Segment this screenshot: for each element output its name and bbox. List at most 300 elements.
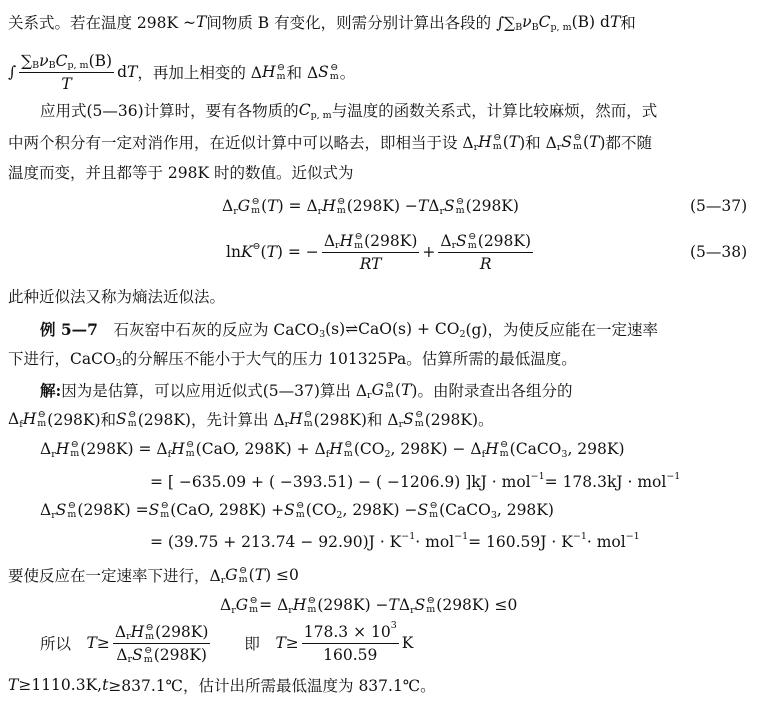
text-line [8, 160, 354, 184]
text-run: 。 [339, 64, 356, 82]
text-run: Δ [440, 231, 452, 250]
numerator [19, 50, 114, 73]
text-run: (CaCO [509, 440, 562, 458]
standard-mark: ⊖ [144, 644, 153, 656]
subscript: r [233, 205, 238, 217]
text-run: ( [248, 566, 255, 584]
fraction [113, 621, 211, 666]
standard-state-symbol [354, 232, 363, 250]
math-variable: G [225, 566, 238, 584]
text-run: = Δ [259, 596, 289, 614]
standard-mark: ⊖ [426, 595, 435, 606]
standard-mark: ⊖ [456, 196, 465, 207]
standard-state-symbol [307, 596, 316, 614]
standard-state-symbol [500, 440, 509, 458]
math-variable: T [196, 13, 207, 31]
superscript: 3 [390, 620, 397, 631]
text-run: , 298K) − [342, 501, 418, 519]
text-run: = 178.3kJ · mol [544, 473, 667, 491]
text-run: · mol [415, 533, 455, 551]
math-variable: S [403, 410, 414, 428]
math-variable: T [609, 13, 621, 31]
math-variable: S [444, 197, 455, 215]
molar-mark: m [143, 653, 153, 665]
text-run: · mol [586, 533, 626, 551]
text-run: ( [261, 197, 268, 215]
subscript: f [325, 448, 330, 460]
molar-mark: m [249, 604, 259, 615]
denominator [358, 253, 384, 275]
text-run: (298K) ≤0 [436, 596, 518, 614]
standard-mark: ⊖ [330, 62, 339, 73]
standard-mark: ⊖ [344, 439, 353, 450]
math-variable: S [284, 501, 295, 519]
math-variable: t [102, 676, 109, 694]
text-run: 因为是估算，可以应用近似式(5—37)算出 Δ [61, 382, 368, 400]
text-line [8, 10, 636, 34]
fraction [19, 50, 114, 95]
standard-state-symbol [67, 501, 76, 519]
standard-state-symbol [456, 197, 465, 215]
subscript: r [288, 604, 293, 616]
text-run: ( [582, 133, 590, 151]
subscript: B [531, 21, 539, 33]
text-run: (s)⇌CaO(s) + CO [325, 320, 460, 338]
math-variable: T [275, 634, 286, 652]
text-run: ln [226, 243, 241, 261]
subscript: f [481, 448, 486, 460]
subscript: r [556, 141, 562, 153]
standard-state-symbol [296, 501, 305, 519]
text-run: K [401, 634, 414, 652]
text-run: Δ [220, 596, 232, 614]
fraction [438, 230, 533, 275]
text-run: ) = − [276, 243, 319, 261]
math-variable: T [86, 634, 97, 652]
standard-state-symbol [144, 646, 153, 664]
text-line [150, 530, 640, 554]
molar-mark: m [467, 239, 477, 251]
molar-mark: m [251, 205, 261, 216]
fraction [322, 230, 420, 275]
molar-mark: m [37, 418, 47, 429]
text-run: (B) d [571, 13, 610, 31]
text-run: )都不随 [599, 134, 652, 152]
standard-mark: ⊖ [429, 500, 438, 511]
text-run: ≥837.1℃，估计出所需最低温度为 837.1℃。 [108, 677, 436, 695]
standard-state-symbol [415, 410, 424, 428]
standard-mark: ⊖ [307, 595, 316, 606]
subscript: r [220, 574, 226, 586]
text-run: (298K)。 [424, 411, 494, 429]
text-run: 与温度的函数关系式，计算比较麻烦，然而，式 [331, 102, 658, 120]
text-run: ∑ [21, 51, 33, 70]
text-run: (CO [305, 501, 337, 519]
standard-mark: ⊖ [354, 230, 363, 242]
math-variable: T [8, 676, 19, 694]
subscript: r [439, 205, 445, 217]
text-run: Δ [398, 596, 411, 614]
text-run: 178.3 × 10 [303, 622, 391, 641]
math-variable: S [417, 501, 429, 519]
standard-mark: ⊖ [573, 132, 582, 143]
molar-mark: m [307, 604, 317, 615]
text-run: ，再加上相变的 Δ [137, 64, 262, 82]
math-variable: RT [359, 254, 382, 273]
math-variable: T [401, 381, 412, 399]
text-run: = (39.75 + 213.74 − 92.90)J · K [150, 533, 402, 551]
standard-state-symbol [160, 501, 169, 519]
text-line [8, 51, 356, 93]
text-run: ∫ [8, 63, 17, 81]
denominator [321, 644, 379, 666]
molar-mark: m [295, 509, 305, 520]
text-run: ≥1110.3K, [18, 676, 103, 694]
molar-mark: m [572, 141, 582, 152]
standard-state-symbol [249, 596, 258, 614]
standard-mark: ⊖ [251, 196, 260, 207]
subscript: B [48, 60, 56, 71]
subscript: 3 [115, 357, 122, 369]
text-run: 所以 [40, 635, 87, 653]
equation-number: (5—38) [690, 243, 748, 261]
superscript: −1 [625, 530, 640, 542]
text-run: 关系式。若在温度 298K ~ [8, 14, 197, 32]
molar-mark: m [303, 418, 313, 429]
superscript: −1 [454, 530, 469, 542]
subscript: r [473, 141, 479, 153]
standard-state-symbol [145, 623, 154, 641]
subscript: r [335, 240, 340, 251]
standard-state-symbol [277, 63, 286, 81]
math-variable: G [235, 596, 249, 614]
subscript: r [231, 604, 236, 616]
molar-mark: m [384, 389, 394, 400]
math-variable: T [388, 596, 399, 614]
math-variable: C [298, 101, 311, 119]
standard-mark: ⊖ [160, 500, 169, 511]
math-variable: H [289, 410, 303, 428]
molar-mark: m [336, 205, 346, 216]
superscript: −1 [401, 530, 416, 542]
text-line [8, 407, 494, 431]
math-variable: ν [522, 13, 532, 31]
text-run: (298K) − [317, 596, 389, 614]
numerator [322, 230, 420, 253]
text-run: 应用式(5—36)计算时，要有各物质的 [40, 102, 299, 120]
subscript: r [284, 418, 290, 430]
math-variable: S [55, 501, 67, 519]
subscript: 3 [490, 509, 497, 521]
standard-mark: ⊖ [186, 439, 195, 450]
math-variable: T [267, 197, 278, 215]
text-run: = [ −635.09 + ( −393.51) − ( −1206.9) ]kJ · mol [150, 473, 531, 491]
numerator [438, 230, 533, 253]
text-run: (298K) [477, 231, 532, 250]
subscript: r [398, 418, 404, 430]
math-variable: S [148, 501, 160, 519]
standard-state-symbol [304, 410, 313, 428]
subscript: 2 [336, 509, 343, 521]
text-run: ) = Δ [277, 197, 318, 215]
subscript: r [51, 509, 56, 521]
text-run: ( [502, 133, 509, 151]
text-line [40, 437, 625, 461]
math-variable: S [318, 63, 329, 81]
text-run: Δ [40, 501, 52, 519]
math-variable: H [22, 410, 37, 428]
text-run: Δ [116, 645, 128, 664]
math-variable: T [254, 566, 266, 584]
text-run: Δ [40, 440, 52, 458]
subscript: r [410, 604, 415, 616]
text-run: 中两个积分有一定对消作用，在近似计算中可以略去，即相当于设 Δ [8, 134, 474, 152]
math-variable: T [266, 243, 277, 261]
math-variable: H [485, 440, 499, 458]
standard-state-symbol [344, 440, 353, 458]
standard-mark: ⊖ [70, 439, 79, 450]
standard-mark: ⊖ [468, 230, 477, 242]
text-line [40, 498, 554, 522]
text-run: (298K) [153, 645, 207, 664]
text-run: (298K) = Δ [80, 440, 168, 458]
text-run: (CO [353, 440, 385, 458]
molar-mark: m [160, 509, 170, 520]
standard-mark: ⊖ [249, 595, 258, 606]
text-run: (298K) − [346, 197, 418, 215]
math-variable: H [130, 622, 145, 641]
math-variable: T [417, 197, 429, 215]
text-run: ≥ [96, 634, 110, 652]
subscript: r [367, 389, 372, 401]
math-variable: C [55, 51, 68, 70]
math-variable: H [261, 63, 276, 81]
text-line [8, 284, 225, 308]
math-variable: S [414, 596, 426, 614]
text-line [40, 378, 572, 402]
superscript: −1 [572, 530, 587, 542]
molar-mark: m [429, 509, 439, 520]
standard-state-symbol [429, 501, 438, 519]
text-run: (298K)和 Δ [313, 411, 399, 429]
standard-state-symbol [337, 197, 346, 215]
standard-mark: ⊖ [415, 409, 424, 420]
text-run: , 298K) [567, 440, 625, 458]
math-variable: H [329, 440, 343, 458]
bold-label: 例 5—7 [40, 320, 98, 339]
molar-mark: m [499, 448, 509, 459]
text-run: = 160.59J · K [468, 533, 573, 551]
text-run: 温度而变，并且都等于 298K 时的数值。近似式为 [8, 164, 354, 182]
text-run: (298K)和 [47, 411, 117, 429]
text-run: 此种近似法又称为熵法近似法。 [8, 288, 226, 306]
molar-mark: m [67, 509, 77, 520]
text-run: (298K) = [77, 501, 149, 519]
subscript: f [19, 418, 23, 430]
standard-state-symbol [493, 133, 502, 151]
text-run: d [117, 63, 128, 81]
text-line [40, 620, 414, 665]
text-run: 下进行，CaCO [8, 350, 116, 368]
molar-mark: m [343, 448, 353, 459]
equation-number: (5—37) [690, 197, 748, 215]
standard-mark: ⊖ [277, 62, 285, 73]
text-line [150, 470, 680, 494]
standard-mark: ⊖ [296, 500, 305, 511]
text-run: 即 [213, 635, 276, 653]
text-run: (298K) [155, 622, 209, 641]
standard-state-symbol [186, 440, 195, 458]
standard-state-symbol [385, 381, 394, 399]
text-line [222, 194, 519, 218]
subscript: r [127, 654, 133, 665]
standard-state-symbol [37, 410, 46, 428]
standard-state-symbol [573, 133, 582, 151]
math-variable: T [61, 74, 72, 93]
text-run: , 298K) [496, 501, 554, 519]
subscript: f [167, 448, 172, 460]
subscript: p, m [67, 60, 89, 71]
molar-mark: m [414, 418, 424, 429]
text-run: 160.59 [323, 645, 378, 664]
text-run: (298K)，先计算出 Δ [137, 411, 285, 429]
subscript: 3 [561, 448, 568, 460]
numerator [113, 621, 211, 644]
math-variable: C [538, 13, 551, 31]
math-variable: H [292, 596, 307, 614]
text-run: Δ [114, 622, 127, 641]
text-run: ( [260, 243, 267, 261]
molar-mark: m [276, 71, 286, 82]
superscript: −1 [530, 470, 545, 482]
text-run: 和 [620, 14, 636, 32]
subscript: p, m [550, 21, 572, 33]
molar-mark: m [455, 205, 465, 216]
math-variable: K [240, 243, 253, 261]
text-run: ) ≤0 [265, 566, 299, 584]
standard-mark: ⊖ [337, 196, 346, 207]
subscript: 3 [319, 328, 326, 340]
standard-state-symbol [128, 410, 137, 428]
math-variable: H [171, 440, 185, 458]
molar-mark: m [354, 239, 364, 251]
denominator [478, 253, 494, 275]
text-run: ( [395, 381, 402, 399]
text-run: 间物质 B 有变化，则需分别计算出各段的 ∫∑ [206, 14, 516, 32]
text-run: (CaO, 298K) + Δ [195, 440, 326, 458]
standard-state-symbol [251, 197, 260, 215]
math-variable: T [508, 133, 520, 151]
math-variable: ν [39, 51, 49, 70]
standard-mark: ⊖ [385, 380, 394, 391]
text-run: (g)，为使反应能在一定速率 [465, 321, 659, 339]
subscript: 2 [384, 448, 391, 460]
text-line [8, 346, 577, 370]
standard-state-symbol [239, 566, 248, 584]
subscript: 2 [459, 328, 466, 340]
standard-mark: ⊖ [145, 621, 154, 633]
text-line [40, 98, 657, 122]
subscript: r [51, 448, 56, 460]
text-run: )和 Δ [519, 134, 557, 152]
molar-mark: m [238, 574, 248, 585]
standard-state-symbol [70, 440, 79, 458]
molar-mark: m [185, 448, 195, 459]
numerator [302, 621, 399, 644]
math-variable: S [456, 231, 467, 250]
subscript: r [317, 205, 323, 217]
math-variable: H [339, 231, 354, 250]
standard-mark: ⊖ [37, 409, 46, 420]
text-run: (298K) [364, 231, 418, 250]
math-variable: T [589, 133, 600, 151]
text-run: (CaO, 298K) + [170, 501, 285, 519]
text-run: Δ [323, 231, 336, 250]
standard-state-symbol [426, 596, 435, 614]
text-line [8, 130, 652, 154]
standard-mark: ⊖ [239, 565, 248, 576]
text-run: ≥ [285, 634, 299, 652]
math-variable: H [478, 133, 492, 151]
text-run: + [422, 243, 436, 261]
text-run: )。由附录查出各组分的 [411, 382, 573, 400]
text-run: Δ [8, 410, 20, 428]
math-variable: S [561, 133, 572, 151]
text-line [8, 673, 436, 697]
molar-mark: m [426, 604, 436, 615]
text-run: , 298K) − Δ [390, 440, 482, 458]
text-line [220, 593, 517, 617]
standard-mark: ⊖ [128, 409, 137, 420]
molar-mark: m [492, 141, 502, 152]
text-run: Δ [428, 197, 440, 215]
denominator [59, 73, 73, 95]
standard-state-symbol [468, 232, 477, 250]
bold-label: 解: [40, 381, 62, 400]
text-run: (B) [88, 51, 113, 70]
standard-mark: ⊖ [304, 409, 313, 420]
math-variable: H [55, 440, 70, 458]
math-variable: G [237, 197, 251, 215]
denominator [114, 644, 209, 666]
text-line [226, 230, 536, 273]
math-variable: H [322, 197, 336, 215]
text-run: (298K) [465, 197, 519, 215]
fraction [302, 621, 399, 666]
molar-mark: m [127, 418, 137, 429]
text-run: 要使反应在一定速率下进行，Δ [8, 567, 221, 585]
math-variable: R [479, 254, 492, 273]
text-run: Δ [222, 197, 234, 215]
subscript: r [126, 631, 131, 642]
subscript: B [515, 21, 523, 33]
molar-mark: m [145, 630, 155, 642]
standard-mark: ⊖ [500, 439, 509, 450]
subscript: r [451, 240, 457, 251]
math-variable: S [132, 645, 143, 664]
math-variable: S [116, 410, 127, 428]
text-run: (CaCO [439, 501, 491, 519]
molar-mark: m [329, 71, 339, 82]
text-line [40, 317, 658, 341]
superscript: −1 [666, 470, 681, 482]
text-run: 石灰窑中石灰的反应为 CaCO [97, 321, 320, 339]
superscript: ⊖ [252, 240, 261, 252]
text-run: 的分解压不能小于大气的压力 101325Pa。估算所需的最低温度。 [121, 350, 577, 368]
standard-mark: ⊖ [67, 500, 76, 511]
subscript: B [32, 60, 40, 71]
math-variable: G [371, 381, 384, 399]
